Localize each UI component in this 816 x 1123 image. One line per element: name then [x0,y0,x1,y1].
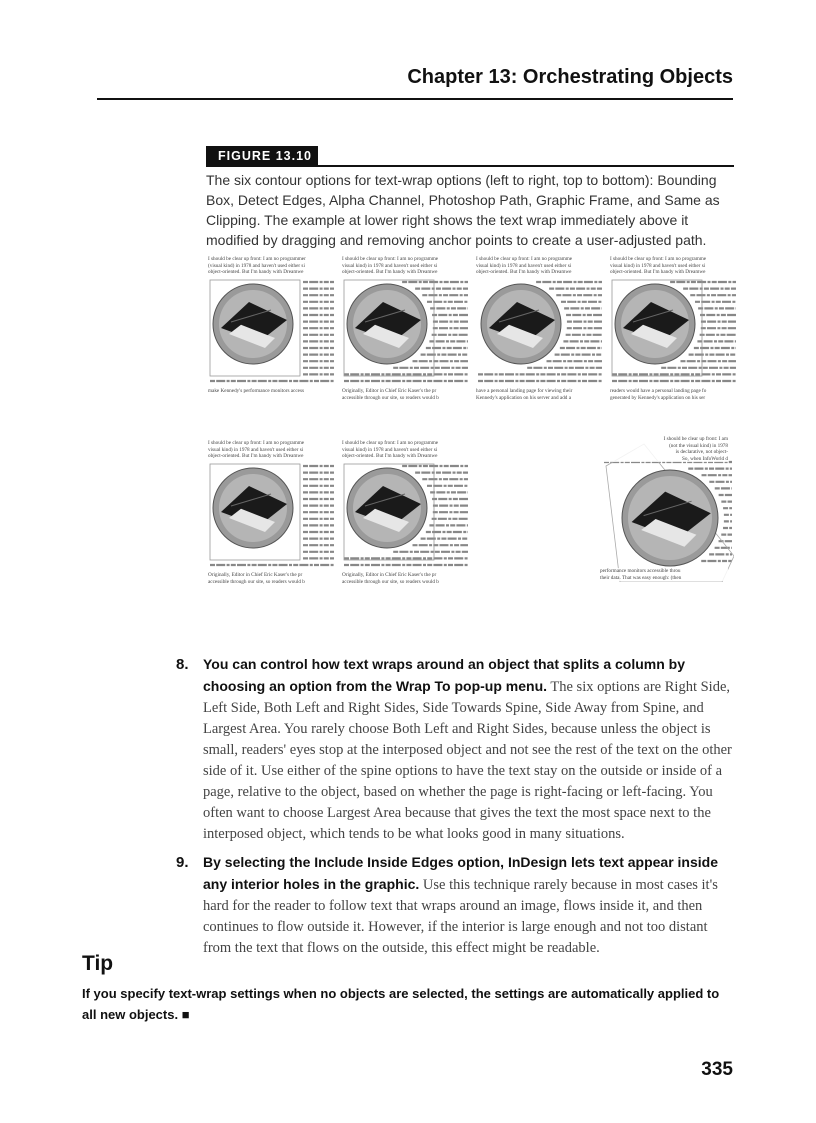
panel-text-line: object-oriented. But I'm handy with Dreamwe [610,269,738,276]
panel-graphic [208,256,336,402]
panel-text [342,440,470,460]
panel-text-line: visual kind) in 1978 and haven't used either si [476,263,604,270]
panel-footer-line: make Kennedy's performance monitors access [208,388,336,395]
panel-footer-line: readers would have a personal landing page fo [610,388,738,395]
step-number: 8. [176,656,189,673]
panel-text-line: I should be clear up front: I am no programme [342,256,470,263]
numbered-steps [176,654,736,966]
panel-text-line: visual kind) in 1978 and haven't used either si [342,447,470,454]
panel-footer-text [342,388,470,401]
panel-footer-line: Originally, Editor in Chief Eric Kaser's the pr [342,388,470,395]
panel-detect-edges [342,256,470,402]
figure-caption: The six contour options for text-wrap options (left to right, top to bottom): Bounding Box, Detect Edges, Alpha Channel, Photoshop Path, Graphic Frame, and Same as Clipping. The example at lower right shows the text wrap immediately above it modified by dragging and removing anchor points to create a user-adjusted path. [206,172,720,248]
panel-text-line: (visual kind) in 1978 and haven't used either si [208,263,336,270]
panel-footer-text [610,388,738,401]
step-lead: By selecting the Include Inside Edges option, InDesign lets text appear inside any interior holes in the graphic. [203,854,718,892]
panel-text-line: I should be clear up front: I am no programme [476,256,604,263]
chapter-title: Chapter 13: Orchestrating Objects [407,66,733,88]
panel-text-line: object-oriented. But I'm handy with Dreamwe [208,453,336,460]
panel-text-line: object-oriented. But I'm handy with Dreamwe [208,269,336,276]
panel-footer-text [600,568,728,581]
figure-label: FIGURE 13.10 [206,146,318,166]
page-number: 335 [701,1059,733,1080]
panel-same-as-clipping [342,440,470,586]
panel-footer-line: accessible through our site, so readers would b [342,395,470,402]
step-body: The six options are Right Side, Left Side, Both Left and Right Sides, Side Towards Spine, Side Away from Spine, and Largest Area. You rarely choose Both Left and Right Sides, because unless the object is small, readers' eyes stop at the interposed object and not see the rest of the text on the other side of it. Use either of the spine options to have the text stay on the outside or inside of a page, relative to the object, based on whether the page is right-facing or left-facing. You often want to choose Largest Area because that gives the text the most space next to the interposed object, which tends to be what looks good in many situations. [203,679,732,842]
panel-graphic [476,256,604,402]
panel-text-line: object-oriented. But I'm handy with Dreamwe [342,269,470,276]
panel-alpha-channel [476,256,604,402]
panel-text-line: I should be clear up front: I am no programmer [208,256,336,263]
panel-text [600,436,728,462]
panel-bounding-box [208,256,336,402]
panel-footer-line: Originally, Editor in Chief Eric Kaser's the pr [208,572,336,579]
panel-graphic [342,440,470,586]
panel-footer-text [208,572,336,585]
panel-text [476,256,604,276]
tip-heading: Tip [82,952,114,975]
panel-text-line: object-oriented. But I'm handy with Dreamwe [342,453,470,460]
panel-footer-line: accessible through our site, so readers would b [342,579,470,586]
panel-graphic [610,256,738,402]
panel-text-line: visual kind) in 1978 and haven't used either si [342,263,470,270]
header-rule [97,98,733,100]
panel-footer-line: performance monitors accessible throu [600,568,728,575]
panel-text-line: I should be clear up front: I am no programme [342,440,470,447]
panel-graphic [342,256,470,402]
panel-text-line: visual kind) in 1978 and haven't used either si [610,263,738,270]
figure-image-grid [208,256,734,624]
panel-text [208,440,336,460]
tip-body: If you specify text-wrap settings when no objects are selected, the settings are automatically applied to all new objects. ■ [82,986,720,1022]
panel-text-line: (not the visual kind) in 1978 [600,443,728,450]
panel-footer-line: generated by Kennedy's application on his ser [610,395,738,402]
panel-text-line: object-oriented. But I'm handy with Dreamwe [476,269,604,276]
panel-text [208,256,336,276]
panel-footer-text [342,572,470,585]
panel-text-line: visual kind) in 1978 and haven't used either si [208,447,336,454]
step-number: 9. [176,854,189,871]
panel-text-line: I should be clear up front: I am [600,436,728,443]
step-item [176,654,736,845]
step-lead: You can control how text wraps around an object that splits a column by choosing an option from the Wrap To pop-up menu. [203,656,686,694]
panel-user-adjusted-path [600,436,734,582]
panel-footer-line: Kennedy's application on his server and add a [476,395,604,402]
panel-photoshop-path [610,256,738,402]
panel-graphic [208,440,336,586]
panel-footer-line: have a personal landing page for viewing their [476,388,604,395]
panel-text-line: So, when InfoWorld d [600,456,728,463]
panel-graphic-frame [208,440,336,586]
panel-text-line: I should be clear up front: I am no programme [610,256,738,263]
panel-text [342,256,470,276]
figure-rule [206,165,734,167]
step-item [176,852,736,959]
panel-footer-line: their data. That was easy enough: (then [600,575,728,582]
panel-text [610,256,738,276]
panel-footer-text [208,388,336,395]
panel-footer-line: accessible through our site, so readers would b [208,579,336,586]
panel-footer-line: Originally, Editor in Chief Eric Kaser's the pr [342,572,470,579]
step-body: Use this technique rarely because in most cases it's hard for the reader to follow text that wraps around an image, flows inside it, and then continues to flow outside it. However, if the interior is large enough and not too distant from the text that flows on the outside, this effect might be readable. [203,877,718,956]
panel-footer-text [476,388,604,401]
panel-text-line: I should be clear up front: I am no programme [208,440,336,447]
panel-text-line: is declarative, not object- [600,449,728,456]
